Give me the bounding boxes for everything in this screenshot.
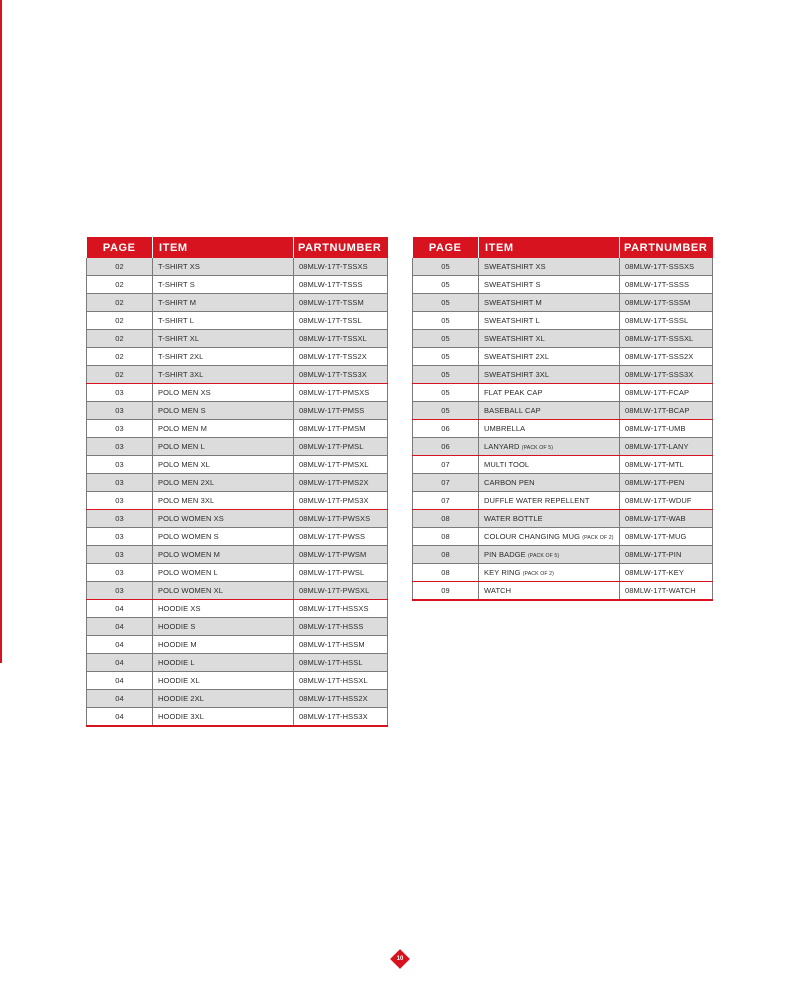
cell-item bbox=[479, 546, 620, 564]
page-number-badge bbox=[390, 949, 410, 969]
cell-partnumber: 08MLW-17T-PMS2X bbox=[294, 474, 388, 492]
cell-page: 04 bbox=[87, 636, 153, 654]
cell-item bbox=[153, 474, 294, 492]
item-pack-note: (PACK OF 2) bbox=[522, 571, 554, 577]
cell-page: 02 bbox=[87, 294, 153, 312]
item-name: SWEATSHIRT L bbox=[484, 316, 540, 325]
cell-page: 04 bbox=[87, 600, 153, 618]
table-row bbox=[87, 546, 388, 564]
item-name: KEY RING bbox=[484, 568, 521, 577]
header-item: ITEM bbox=[153, 237, 294, 258]
cell-page: 02 bbox=[87, 366, 153, 384]
cell-item bbox=[153, 582, 294, 600]
table-row bbox=[413, 330, 713, 348]
cell-item bbox=[153, 258, 294, 276]
item-name: WATCH bbox=[484, 586, 512, 595]
table-row bbox=[413, 384, 713, 402]
cell-item bbox=[153, 528, 294, 546]
cell-partnumber: 08MLW-17T-UMB bbox=[620, 420, 713, 438]
table-row bbox=[87, 708, 388, 727]
cell-page: 08 bbox=[413, 510, 479, 528]
table-row bbox=[413, 456, 713, 474]
table-row bbox=[413, 420, 713, 438]
cell-item bbox=[479, 420, 620, 438]
item-name: SWEATSHIRT 2XL bbox=[484, 352, 550, 361]
cell-partnumber: 08MLW-17T-PWSL bbox=[294, 564, 388, 582]
item-name: HOODIE 3XL bbox=[158, 712, 205, 721]
item-name: PIN BADGE bbox=[484, 550, 526, 559]
item-name: SWEATSHIRT 3XL bbox=[484, 370, 550, 379]
table-row bbox=[87, 348, 388, 366]
item-name: HOODIE 2XL bbox=[158, 694, 205, 703]
cell-partnumber: 08MLW-17T-PMSL bbox=[294, 438, 388, 456]
cell-item bbox=[153, 492, 294, 510]
item-name: POLO MEN S bbox=[158, 406, 206, 415]
cell-page: 05 bbox=[413, 312, 479, 330]
table-row bbox=[413, 510, 713, 528]
table-row bbox=[413, 258, 713, 276]
table-row bbox=[413, 546, 713, 564]
item-name: POLO WOMEN S bbox=[158, 532, 219, 541]
item-name: HOODIE XS bbox=[158, 604, 201, 613]
cell-partnumber: 08MLW-17T-SSS2X bbox=[620, 348, 713, 366]
cell-page: 05 bbox=[413, 276, 479, 294]
cell-page: 02 bbox=[87, 348, 153, 366]
cell-item bbox=[153, 690, 294, 708]
cell-item bbox=[153, 546, 294, 564]
item-name: HOODIE S bbox=[158, 622, 196, 631]
item-name: POLO MEN 3XL bbox=[158, 496, 215, 505]
cell-partnumber: 08MLW-17T-HSS3X bbox=[294, 708, 388, 727]
cell-item bbox=[479, 312, 620, 330]
cell-item bbox=[479, 276, 620, 294]
table-row bbox=[87, 258, 388, 276]
table-row bbox=[87, 600, 388, 618]
item-name: DUFFLE WATER REPELLENT bbox=[484, 496, 590, 505]
table-row bbox=[87, 654, 388, 672]
item-name: HOODIE M bbox=[158, 640, 197, 649]
table-row bbox=[87, 528, 388, 546]
cell-partnumber: 08MLW-17T-TSSXS bbox=[294, 258, 388, 276]
cell-item bbox=[153, 618, 294, 636]
cell-partnumber: 08MLW-17T-HSSL bbox=[294, 654, 388, 672]
cell-page: 03 bbox=[87, 456, 153, 474]
cell-item bbox=[153, 672, 294, 690]
table-row bbox=[87, 276, 388, 294]
cell-item bbox=[153, 402, 294, 420]
cell-item bbox=[479, 294, 620, 312]
table-row bbox=[87, 582, 388, 600]
item-name: POLO MEN XS bbox=[158, 388, 211, 397]
table-row bbox=[87, 384, 388, 402]
table-row bbox=[87, 618, 388, 636]
cell-item bbox=[153, 708, 294, 727]
header-page: PAGE bbox=[413, 237, 479, 258]
cell-page: 05 bbox=[413, 402, 479, 420]
cell-partnumber: 08MLW-17T-HSS2X bbox=[294, 690, 388, 708]
cell-page: 02 bbox=[87, 276, 153, 294]
table-row bbox=[87, 474, 388, 492]
cell-partnumber: 08MLW-17T-SSS3X bbox=[620, 366, 713, 384]
table-row bbox=[87, 510, 388, 528]
cell-page: 05 bbox=[413, 348, 479, 366]
table-row bbox=[413, 276, 713, 294]
cell-partnumber: 08MLW-17T-MUG bbox=[620, 528, 713, 546]
cell-partnumber: 08MLW-17T-WDUF bbox=[620, 492, 713, 510]
cell-partnumber: 08MLW-17T-SSSL bbox=[620, 312, 713, 330]
cell-partnumber: 08MLW-17T-PWSXS bbox=[294, 510, 388, 528]
cell-page: 08 bbox=[413, 564, 479, 582]
item-name: CARBON PEN bbox=[484, 478, 535, 487]
item-name: T-SHIRT L bbox=[158, 316, 195, 325]
table-row bbox=[87, 456, 388, 474]
item-name: T-SHIRT 3XL bbox=[158, 370, 204, 379]
cell-page: 03 bbox=[87, 564, 153, 582]
cell-page: 03 bbox=[87, 528, 153, 546]
cell-page: 07 bbox=[413, 492, 479, 510]
cell-item bbox=[153, 276, 294, 294]
item-name: COLOUR CHANGING MUG bbox=[484, 532, 581, 541]
cell-page: 04 bbox=[87, 654, 153, 672]
item-name: HOODIE L bbox=[158, 658, 195, 667]
cell-item bbox=[153, 312, 294, 330]
header-item: ITEM bbox=[479, 237, 620, 258]
item-name: POLO WOMEN M bbox=[158, 550, 221, 559]
cell-item bbox=[479, 258, 620, 276]
item-name: POLO WOMEN XL bbox=[158, 586, 224, 595]
cell-partnumber: 08MLW-17T-HSSS bbox=[294, 618, 388, 636]
item-name: HOODIE XL bbox=[158, 676, 200, 685]
cell-partnumber: 08MLW-17T-HSSM bbox=[294, 636, 388, 654]
parts-table-left bbox=[86, 237, 388, 727]
cell-partnumber: 08MLW-17T-SSSXL bbox=[620, 330, 713, 348]
cell-page: 03 bbox=[87, 546, 153, 564]
cell-partnumber: 08MLW-17T-LANY bbox=[620, 438, 713, 456]
cell-page: 03 bbox=[87, 510, 153, 528]
cell-partnumber: 08MLW-17T-TSS2X bbox=[294, 348, 388, 366]
cell-partnumber: 08MLW-17T-PMSXL bbox=[294, 456, 388, 474]
cell-item bbox=[479, 456, 620, 474]
item-name: MULTI TOOL bbox=[484, 460, 530, 469]
cell-partnumber: 08MLW-17T-KEY bbox=[620, 564, 713, 582]
table-row bbox=[413, 492, 713, 510]
cell-item bbox=[153, 438, 294, 456]
cell-item bbox=[153, 636, 294, 654]
cell-page: 04 bbox=[87, 708, 153, 727]
table-row bbox=[87, 690, 388, 708]
item-name: T-SHIRT 2XL bbox=[158, 352, 204, 361]
cell-page: 03 bbox=[87, 438, 153, 456]
cell-partnumber: 08MLW-17T-TSSS bbox=[294, 276, 388, 294]
item-name: POLO MEN L bbox=[158, 442, 205, 451]
item-name: POLO MEN M bbox=[158, 424, 207, 433]
cell-partnumber: 08MLW-17T-SSSM bbox=[620, 294, 713, 312]
item-name: T-SHIRT XL bbox=[158, 334, 200, 343]
cell-page: 08 bbox=[413, 546, 479, 564]
cell-partnumber: 08MLW-17T-HSSXS bbox=[294, 600, 388, 618]
cell-partnumber: 08MLW-17T-SSSXS bbox=[620, 258, 713, 276]
cell-partnumber: 08MLW-17T-TSSXL bbox=[294, 330, 388, 348]
table-row bbox=[87, 366, 388, 384]
table-row bbox=[87, 492, 388, 510]
cell-item bbox=[153, 348, 294, 366]
cell-partnumber: 08MLW-17T-WAB bbox=[620, 510, 713, 528]
cell-page: 03 bbox=[87, 474, 153, 492]
item-name: BASEBALL CAP bbox=[484, 406, 541, 415]
cell-item bbox=[153, 654, 294, 672]
cell-page: 03 bbox=[87, 492, 153, 510]
left-edge-rule bbox=[0, 0, 2, 663]
header-page: PAGE bbox=[87, 237, 153, 258]
cell-page: 05 bbox=[413, 366, 479, 384]
cell-page: 05 bbox=[413, 384, 479, 402]
item-pack-note: (PACK OF 5) bbox=[521, 445, 554, 451]
table-row bbox=[413, 474, 713, 492]
cell-item bbox=[153, 330, 294, 348]
cell-partnumber: 08MLW-17T-PWSS bbox=[294, 528, 388, 546]
cell-page: 02 bbox=[87, 330, 153, 348]
cell-partnumber: 08MLW-17T-TSSM bbox=[294, 294, 388, 312]
cell-partnumber: 08MLW-17T-TSS3X bbox=[294, 366, 388, 384]
table-row bbox=[87, 330, 388, 348]
table-row bbox=[413, 582, 713, 601]
cell-partnumber: 08MLW-17T-WATCH bbox=[620, 582, 713, 601]
item-name: POLO MEN XL bbox=[158, 460, 210, 469]
item-name: POLO WOMEN XS bbox=[158, 514, 224, 523]
cell-partnumber: 08MLW-17T-TSSL bbox=[294, 312, 388, 330]
cell-partnumber: 08MLW-17T-PMS3X bbox=[294, 492, 388, 510]
cell-partnumber: 08MLW-17T-FCAP bbox=[620, 384, 713, 402]
cell-page: 06 bbox=[413, 420, 479, 438]
cell-page: 04 bbox=[87, 618, 153, 636]
cell-item bbox=[479, 330, 620, 348]
item-name: SWEATSHIRT XS bbox=[484, 262, 546, 271]
cell-item bbox=[479, 402, 620, 420]
cell-item bbox=[479, 348, 620, 366]
cell-item bbox=[479, 564, 620, 582]
cell-item bbox=[153, 420, 294, 438]
cell-item bbox=[479, 438, 620, 456]
parts-table-right bbox=[412, 237, 713, 601]
item-name: SWEATSHIRT M bbox=[484, 298, 542, 307]
cell-item bbox=[153, 384, 294, 402]
table-row bbox=[413, 528, 713, 546]
cell-item bbox=[479, 384, 620, 402]
cell-page: 03 bbox=[87, 420, 153, 438]
cell-partnumber: 08MLW-17T-PMSXS bbox=[294, 384, 388, 402]
table-row bbox=[87, 294, 388, 312]
cell-item bbox=[479, 582, 620, 601]
item-name: T-SHIRT S bbox=[158, 280, 195, 289]
table-row bbox=[87, 636, 388, 654]
cell-page: 07 bbox=[413, 474, 479, 492]
table-row bbox=[87, 672, 388, 690]
table-row bbox=[413, 348, 713, 366]
table-row bbox=[413, 366, 713, 384]
item-name: FLAT PEAK CAP bbox=[484, 388, 543, 397]
cell-page: 05 bbox=[413, 258, 479, 276]
table-row bbox=[87, 312, 388, 330]
cell-item bbox=[479, 492, 620, 510]
cell-page: 05 bbox=[413, 294, 479, 312]
item-name: SWEATSHIRT XL bbox=[484, 334, 545, 343]
cell-partnumber: 08MLW-17T-PMSM bbox=[294, 420, 388, 438]
item-name: POLO WOMEN L bbox=[158, 568, 218, 577]
cell-item bbox=[479, 528, 620, 546]
table-row bbox=[87, 420, 388, 438]
cell-partnumber: 08MLW-17T-PMSS bbox=[294, 402, 388, 420]
table-row bbox=[413, 312, 713, 330]
item-pack-note: (PACK OF 5) bbox=[527, 553, 560, 559]
cell-page: 03 bbox=[87, 384, 153, 402]
cell-page: 03 bbox=[87, 402, 153, 420]
item-name: T-SHIRT XS bbox=[158, 262, 200, 271]
cell-item bbox=[153, 600, 294, 618]
table-row bbox=[413, 438, 713, 456]
cell-page: 09 bbox=[413, 582, 479, 601]
cell-partnumber: 08MLW-17T-SSSS bbox=[620, 276, 713, 294]
cell-item bbox=[479, 474, 620, 492]
cell-partnumber: 08MLW-17T-PWSM bbox=[294, 546, 388, 564]
table-row bbox=[413, 564, 713, 582]
item-pack-note: (PACK OF 2) bbox=[582, 535, 614, 541]
table-row bbox=[413, 294, 713, 312]
cell-item bbox=[479, 510, 620, 528]
table-row bbox=[87, 438, 388, 456]
table-header-row bbox=[87, 237, 388, 258]
item-name: POLO MEN 2XL bbox=[158, 478, 215, 487]
header-partnumber: PARTNUMBER bbox=[620, 237, 713, 258]
table-row bbox=[87, 564, 388, 582]
cell-item bbox=[153, 294, 294, 312]
table-row bbox=[87, 402, 388, 420]
cell-partnumber: 08MLW-17T-PWSXL bbox=[294, 582, 388, 600]
cell-partnumber: 08MLW-17T-PIN bbox=[620, 546, 713, 564]
cell-page: 07 bbox=[413, 456, 479, 474]
cell-page: 08 bbox=[413, 528, 479, 546]
cell-item bbox=[153, 564, 294, 582]
cell-page: 04 bbox=[87, 690, 153, 708]
item-name: SWEATSHIRT S bbox=[484, 280, 541, 289]
table-header-row bbox=[413, 237, 713, 258]
page-number: 10 bbox=[396, 956, 404, 962]
cell-item bbox=[153, 366, 294, 384]
cell-page: 02 bbox=[87, 258, 153, 276]
item-name: WATER BOTTLE bbox=[484, 514, 543, 523]
cell-page: 02 bbox=[87, 312, 153, 330]
cell-partnumber: 08MLW-17T-PEN bbox=[620, 474, 713, 492]
cell-page: 04 bbox=[87, 672, 153, 690]
cell-partnumber: 08MLW-17T-BCAP bbox=[620, 402, 713, 420]
cell-item bbox=[153, 510, 294, 528]
cell-page: 06 bbox=[413, 438, 479, 456]
item-name: UMBRELLA bbox=[484, 424, 526, 433]
cell-item bbox=[153, 456, 294, 474]
cell-page: 05 bbox=[413, 330, 479, 348]
item-name: T-SHIRT M bbox=[158, 298, 197, 307]
cell-item bbox=[479, 366, 620, 384]
header-partnumber: PARTNUMBER bbox=[294, 237, 388, 258]
cell-partnumber: 08MLW-17T-MTL bbox=[620, 456, 713, 474]
item-name: LANYARD bbox=[484, 442, 520, 451]
cell-partnumber: 08MLW-17T-HSSXL bbox=[294, 672, 388, 690]
table-row bbox=[413, 402, 713, 420]
cell-page: 03 bbox=[87, 582, 153, 600]
